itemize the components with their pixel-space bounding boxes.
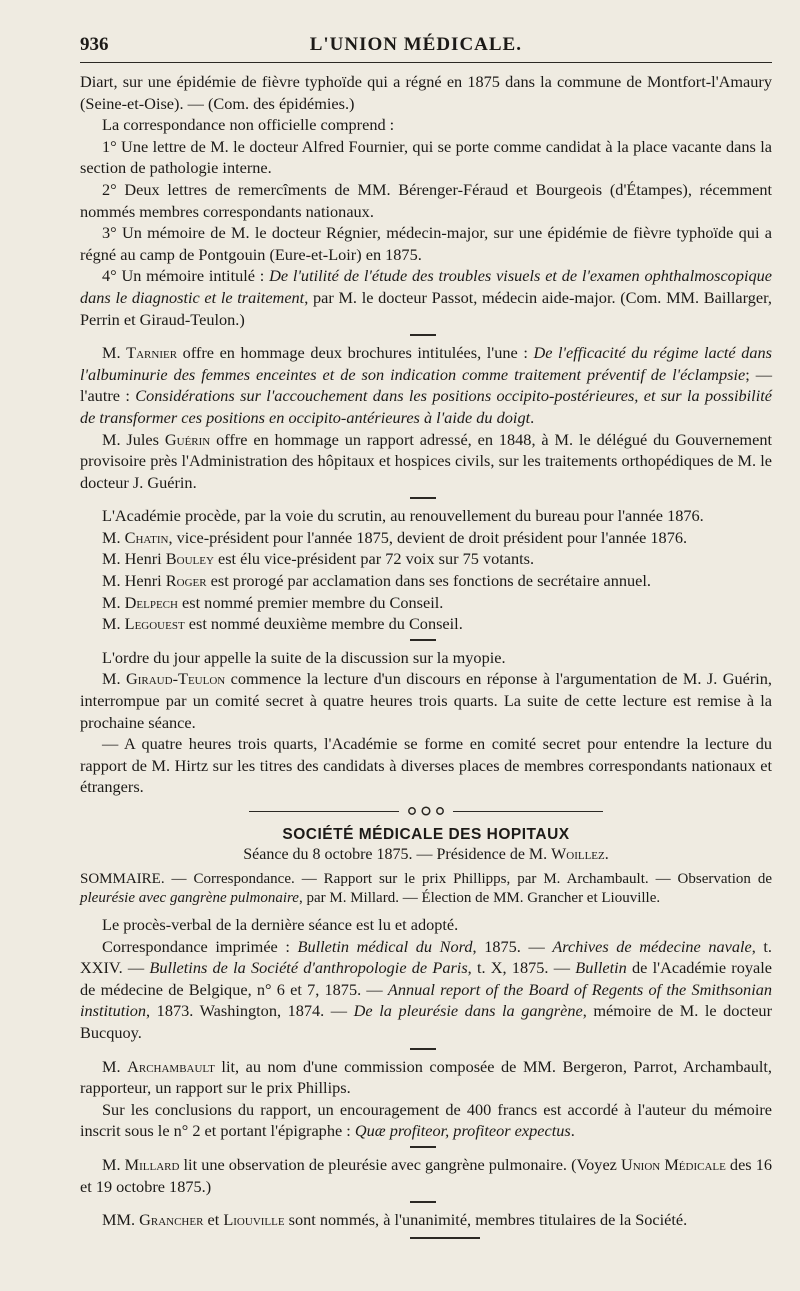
text-run: , par M. le docteur Passot, médecin aide-major. (Com. MM. Baillarger, Perrin et Giraud-Teulon.) xyxy=(80,287,772,329)
paragraph: L'Académie procède, par la voie du scrutin, au renouvellement du bureau pour l'année 1876. xyxy=(102,506,704,526)
ornament-line xyxy=(453,811,603,812)
text-run: ; — l'autre : xyxy=(80,364,772,406)
page-number: 936 xyxy=(80,34,109,55)
paragraph: Le procès-verbal de la dernière séance est lu et adopté. xyxy=(102,915,459,934)
text-run: M. xyxy=(102,669,126,689)
paragraph xyxy=(80,592,772,614)
text-run: Correspondance imprimée : xyxy=(102,936,298,956)
person-name: Legouest xyxy=(124,614,185,634)
text-run: M. xyxy=(102,592,125,612)
end-rule xyxy=(410,1237,480,1239)
text-run: est prorogé par acclamation dans ses fonctions de secrétaire annuel. xyxy=(206,571,651,591)
fleuron-ornament-icon xyxy=(403,806,449,816)
journal-title: Bulletin xyxy=(575,958,627,978)
paragraph xyxy=(80,1099,772,1142)
memoir-title: De la pleurésie dans la gangrène xyxy=(353,1001,583,1021)
text-run: M. xyxy=(102,527,125,547)
text-run: est nommé deuxième membre du Conseil. xyxy=(184,614,463,634)
page-header xyxy=(80,34,772,56)
epigraph: Quæ profiteor, profiteor expectus xyxy=(354,1121,571,1141)
journal-title: Annual report of the Board of Regents of the Smithsonian institution xyxy=(80,979,772,1021)
text-run: offre en hommage un rapport adressé, en 1848, à M. le délégué du Gouvernement provisoire près l'Administration des hôpitaux et hospices civils, sur les traitements orthopédiques de M. le docteur J. Guérin. xyxy=(80,429,772,492)
paragraph xyxy=(80,548,772,570)
section-ornament xyxy=(80,806,772,816)
person-name: Liouville xyxy=(223,1210,285,1230)
text-run: offre en hommage deux brochures intitulées, l'une : xyxy=(177,343,534,363)
paragraph xyxy=(80,1154,772,1197)
separator-dash xyxy=(410,1048,436,1050)
text-run: est élu vice-président par 72 voix sur 75 votants. xyxy=(213,549,535,569)
text-run: , mémoire de M. le docteur Bucquoy. xyxy=(80,1001,772,1042)
person-name: Delpech xyxy=(124,592,178,612)
separator-dash xyxy=(410,334,436,336)
separator-dash xyxy=(410,1201,436,1203)
text-run: , 1875. — xyxy=(472,936,553,956)
text-run: MM. xyxy=(102,1210,140,1230)
text-run: M. xyxy=(102,1154,125,1174)
text-run: M. xyxy=(102,1056,128,1076)
running-head: L'UNION MÉDICALE. xyxy=(309,34,522,55)
text-run: des 16 et 19 octobre 1875.) xyxy=(80,1154,772,1196)
text-run: M. xyxy=(102,343,127,363)
text-run: 4° Un mémoire intitulé : xyxy=(102,266,270,286)
section-title: SOCIÉTÉ MÉDICALE DES HOPITAUX xyxy=(282,826,570,843)
summary xyxy=(80,870,772,908)
paragraph xyxy=(80,1056,772,1099)
paragraph: Diart, sur une épidémie de fièvre typhoïde qui a régné en 1875 dans la commune de Montfort-l'Amaury (Seine-et-Oise). — (Com. des épidémies.) xyxy=(80,72,772,113)
separator-dash xyxy=(410,497,436,499)
paragraph: 3° Un mémoire de M. le docteur Régnier, médecin-major, sur une épidémie de fièvre typhoïde qui a régné au camp de Pontgouin (Eure-et-Loir) en 1875. xyxy=(80,223,772,264)
paragraph xyxy=(80,613,772,635)
text-run: , t. X, 1875. — xyxy=(467,958,576,978)
paragraph: 1° Une lettre de M. le docteur Alfred Fournier, qui se porte comme candidat à la place vacante dans la section de pathologie interne. xyxy=(80,136,772,178)
text-run: . xyxy=(570,1121,575,1141)
text-run: SOMMAIRE. — Correspondance. — Rapport sur le prix Phillipps, par M. Archambault. — Observation de xyxy=(80,871,772,887)
person-name: Giraud-Teulon xyxy=(125,669,226,689)
person-name: Guérin xyxy=(164,429,211,449)
text-run: lit une observation de pleurésie avec gangrène pulmonaire. (Voyez xyxy=(179,1154,621,1174)
text-run: , par M. Millard. — Élection de MM. Grancher et Liouville. xyxy=(298,890,661,906)
text-run: , vice-président pour l'année 1875, devient de droit président pour l'année 1876. xyxy=(168,527,688,547)
text-run: . xyxy=(604,846,609,863)
text-run: M. xyxy=(102,614,125,634)
session-line xyxy=(80,846,772,864)
text-run: lit, au nom d'une commission composée de MM. Bergeron, Parrot, Archambault, rapporteur, un rapport sur le prix Phillips. xyxy=(80,1056,773,1098)
brochure-title: Considérations sur l'accouchement dans les positions occipito-postérieures, et sur la possibilité de transformer ces positions en occipito-antérieures à l'aide du doigt xyxy=(80,386,772,427)
paragraph xyxy=(80,570,772,592)
text-run: Sur les conclusions du rapport, un encouragement de 400 francs est accordé à l'auteur du mémoire inscrit sous le n° 2 et portant l'épigraphe : xyxy=(80,1099,772,1141)
journal-title: Bulletins de la Société d'anthropologie de Paris xyxy=(149,958,468,978)
ornament-line xyxy=(249,811,399,812)
text-run: M. Henri xyxy=(102,549,166,569)
memoir-title: De l'utilité de l'étude des troubles visuels et de l'examen ophthalmoscopique dans le diagnostic et le traitement xyxy=(80,266,772,307)
paragraph xyxy=(80,342,772,428)
journal-title: Bulletin médical du Nord xyxy=(297,936,473,956)
person-name: Archambault xyxy=(127,1056,215,1076)
text-run: Séance du 8 octobre 1875. — Présidence de M. xyxy=(243,846,552,863)
text-run: M. Henri xyxy=(102,571,166,591)
separator-dash xyxy=(410,639,436,641)
person-name: Roger xyxy=(165,571,207,591)
paragraph xyxy=(80,1209,772,1231)
paragraph: — A quatre heures trois quarts, l'Académie se forme en comité secret pour entendre la lecture du rapport de M. Hirtz sur les titres des candidats à diverses places de membres correspondants nationaux et étrangers. xyxy=(80,734,772,797)
text-run: . xyxy=(530,407,535,427)
person-name: Bouley xyxy=(165,549,214,569)
person-name: Woillez xyxy=(551,846,605,863)
paragraph: 2° Deux lettres de remercîments de MM. Bérenger-Féraud et Bourgeois (d'Étampes), récemment nommés membres correspondants nationaux. xyxy=(80,179,772,221)
paragraph xyxy=(80,429,772,494)
text-run: et xyxy=(203,1210,224,1230)
paragraph xyxy=(80,936,772,1044)
separator-dash xyxy=(410,1146,436,1148)
text-run: sont nommés, à l'unanimité, membres titulaires de la Société. xyxy=(284,1210,688,1230)
brochure-title: De l'efficacité du régime lacté dans l'albuminurie des femmes enceintes et de son indication comme traitement préventif de l'éclampsie xyxy=(80,343,772,384)
observation-title: pleurésie avec gangrène pulmonaire xyxy=(80,890,299,906)
text-run: de l'Académie royale de médecine de Belgique, n° 6 et 7, 1875. — xyxy=(80,958,772,999)
text-run: M. Jules xyxy=(102,429,165,449)
paragraph xyxy=(80,668,772,733)
paragraph: L'ordre du jour appelle la suite de la discussion sur la myopie. xyxy=(102,647,506,667)
header-rule xyxy=(80,62,772,63)
person-name: Grancher xyxy=(139,1210,204,1230)
paragraph xyxy=(80,265,772,330)
person-name: Tarnier xyxy=(126,343,178,363)
journal-title: Archives de médecine navale xyxy=(552,936,752,956)
text-run: est nommé premier membre du Conseil. xyxy=(177,592,444,612)
person-name: Millard xyxy=(124,1154,180,1174)
paragraph xyxy=(80,527,772,549)
text-run: , t. XXIV. — xyxy=(80,936,772,978)
text-run: commence la lecture d'un discours en réponse à l'argumentation de M. J. Guérin, interrompue par un comité secret à quatre heures trois quarts. La suite de cette lecture est remise à la prochaine séance. xyxy=(80,669,772,732)
paragraph: La correspondance non officielle comprend : xyxy=(102,115,395,135)
journal-name: Union Médicale xyxy=(620,1154,726,1174)
person-name: Chatin xyxy=(124,527,169,547)
text-run: , 1873. Washington, 1874. — xyxy=(146,1001,354,1021)
